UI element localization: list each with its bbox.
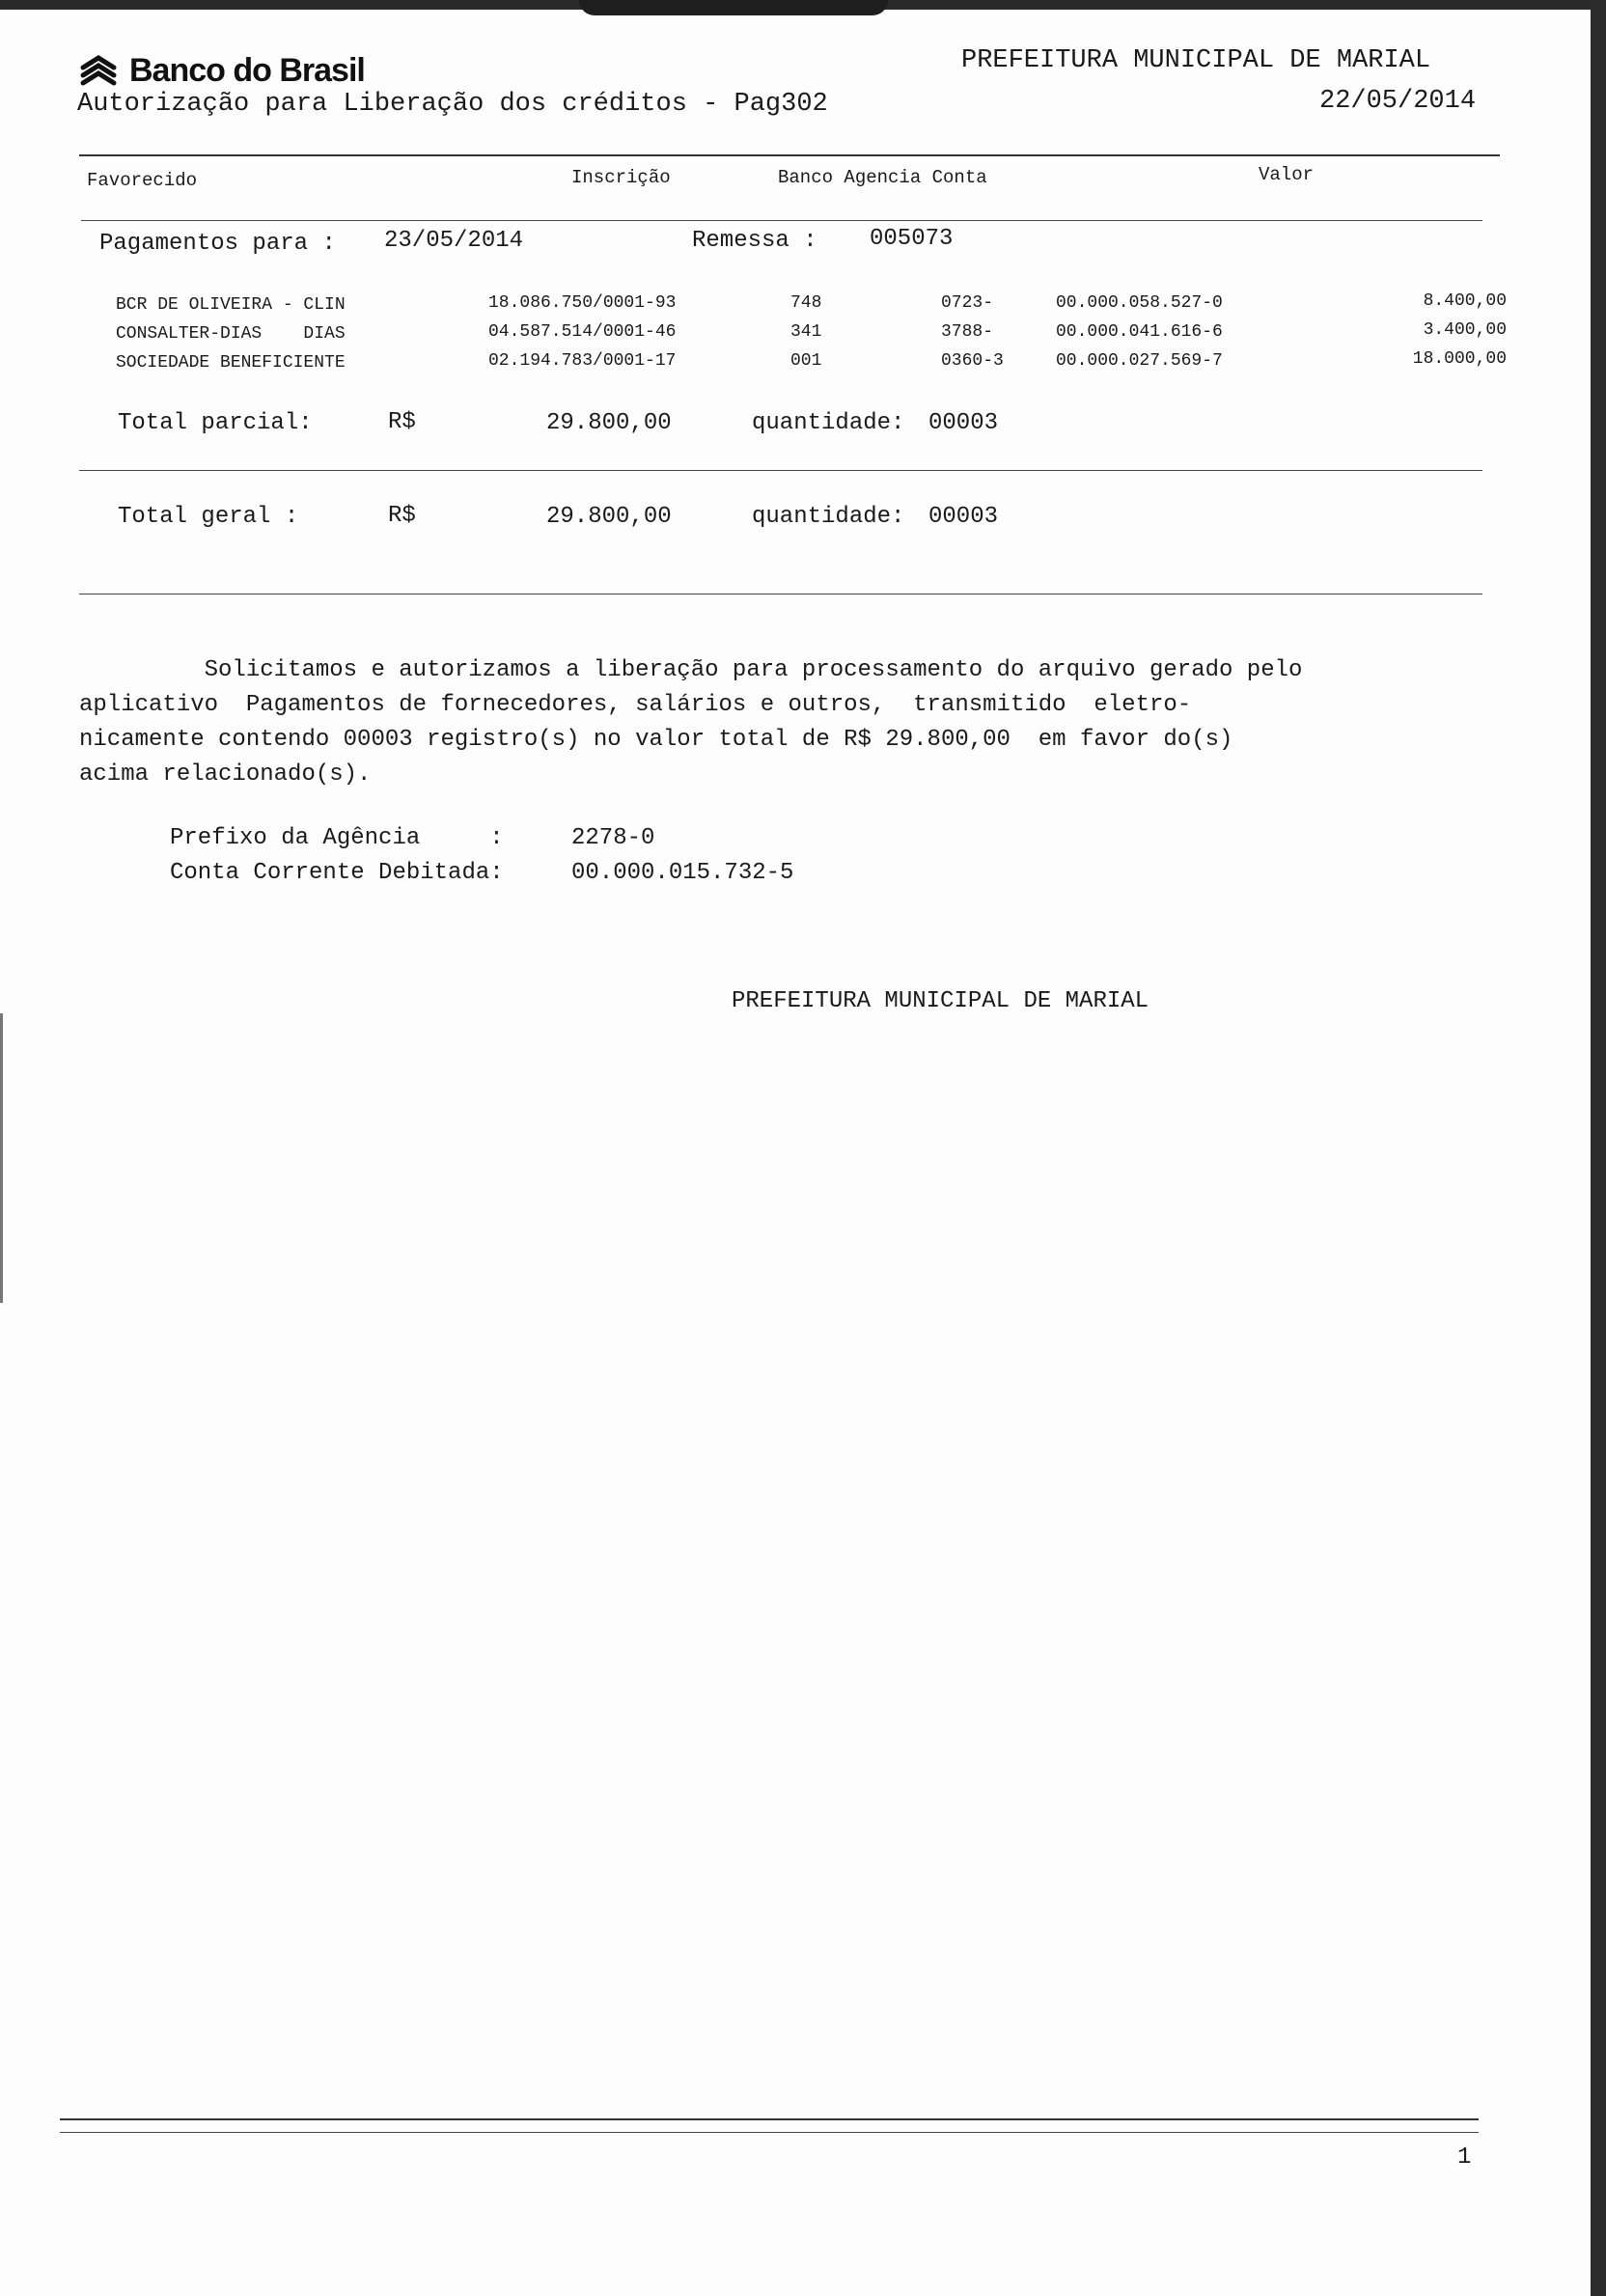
table-row-inscricao: 04.587.514/0001-46: [488, 322, 677, 342]
total-parcial-value: 29.800,00: [546, 410, 672, 436]
column-header-favorecido: Favorecido: [87, 170, 198, 191]
table-row-name: CONSALTER-DIAS DIAS: [116, 324, 346, 344]
remessa-label: Remessa :: [692, 228, 817, 254]
authorization-line: aplicativo Pagamentos de fornecedores, salários e outros, transmitido eletro-: [79, 692, 1192, 718]
table-row-agencia: 3788-: [941, 322, 994, 342]
conta-corrente-label: Conta Corrente Debitada:: [170, 860, 504, 886]
table-row-agencia: 0723-: [941, 293, 994, 313]
prefixo-agencia-label: Prefixo da Agência :: [170, 825, 504, 851]
total-parcial-currency: R$: [388, 409, 416, 435]
authorization-line: acima relacionado(s).: [79, 761, 372, 788]
table-row-valor: 3.400,00: [1423, 320, 1507, 340]
header-organization: PREFEITURA MUNICIPAL DE MARIAL: [961, 46, 1431, 75]
pagamentos-label: Pagamentos para :: [99, 231, 336, 257]
table-row-conta: 00.000.041.616-6: [1056, 322, 1223, 342]
total-geral-qty: 00003: [928, 504, 999, 530]
total-geral-currency: R$: [388, 503, 416, 529]
table-row-name: SOCIEDADE BENEFICIENTE: [116, 353, 346, 373]
header-divider: [79, 154, 1500, 156]
scan-top-shadow: [579, 0, 888, 15]
document-title: Autorização para Liberação dos créditos - Pag302: [77, 90, 828, 119]
column-header-inscricao: Inscrição: [571, 167, 671, 188]
table-row-valor: 8.400,00: [1423, 291, 1507, 311]
total-geral-qty-label: quantidade:: [752, 504, 905, 530]
table-row-valor: 18.000,00: [1412, 349, 1507, 369]
table-row-banco: 341: [790, 322, 822, 342]
page-number: 1: [1457, 2144, 1472, 2171]
summary-divider: [79, 594, 1482, 595]
table-row-conta: 00.000.058.527-0: [1056, 293, 1223, 313]
table-row-banco: 001: [790, 351, 822, 371]
header-date: 22/05/2014: [1319, 87, 1477, 116]
conta-corrente-value: 00.000.015.732-5: [571, 860, 794, 886]
scan-left-mark: [0, 1013, 3, 1303]
total-parcial-label: Total parcial:: [118, 410, 313, 436]
column-header-valor: Valor: [1259, 164, 1315, 185]
table-row-conta: 00.000.027.569-7: [1056, 351, 1223, 371]
banco-do-brasil-logo-icon: [77, 54, 120, 89]
table-row-inscricao: 18.086.750/0001-93: [488, 293, 677, 313]
remessa-value: 005073: [870, 226, 954, 252]
footer-divider: [60, 2118, 1479, 2120]
table-row-banco: 748: [790, 293, 822, 313]
total-parcial-qty-label: quantidade:: [752, 410, 905, 436]
total-parcial-qty: 00003: [928, 410, 999, 436]
table-row-inscricao: 02.194.783/0001-17: [488, 351, 677, 371]
bank-name: Banco do Brasil: [129, 52, 365, 89]
table-row-agencia: 0360-3: [941, 351, 1004, 371]
prefixo-agencia-value: 2278-0: [571, 825, 655, 851]
authorization-line: nicamente contendo 00003 registro(s) no valor total de R$ 29.800,00 em favor do(s): [79, 727, 1233, 753]
signature-organization: PREFEITURA MUNICIPAL DE MARIAL: [732, 988, 1149, 1014]
footer-divider-2: [60, 2132, 1479, 2133]
bank-logo: [77, 52, 365, 90]
table-row-name: BCR DE OLIVEIRA - CLIN: [116, 295, 346, 315]
total-geral-value: 29.800,00: [546, 504, 672, 530]
column-header-banco-agencia-conta: Banco Agencia Conta: [778, 167, 987, 188]
total-divider: [79, 470, 1482, 471]
pagamentos-date: 23/05/2014: [384, 228, 524, 254]
authorization-line: Solicitamos e autorizamos a liberação para processamento do arquivo gerado pelo: [79, 657, 1303, 683]
column-header-divider: [81, 220, 1482, 221]
total-geral-label: Total geral :: [118, 504, 299, 530]
scan-right-border: [1591, 0, 1606, 2296]
